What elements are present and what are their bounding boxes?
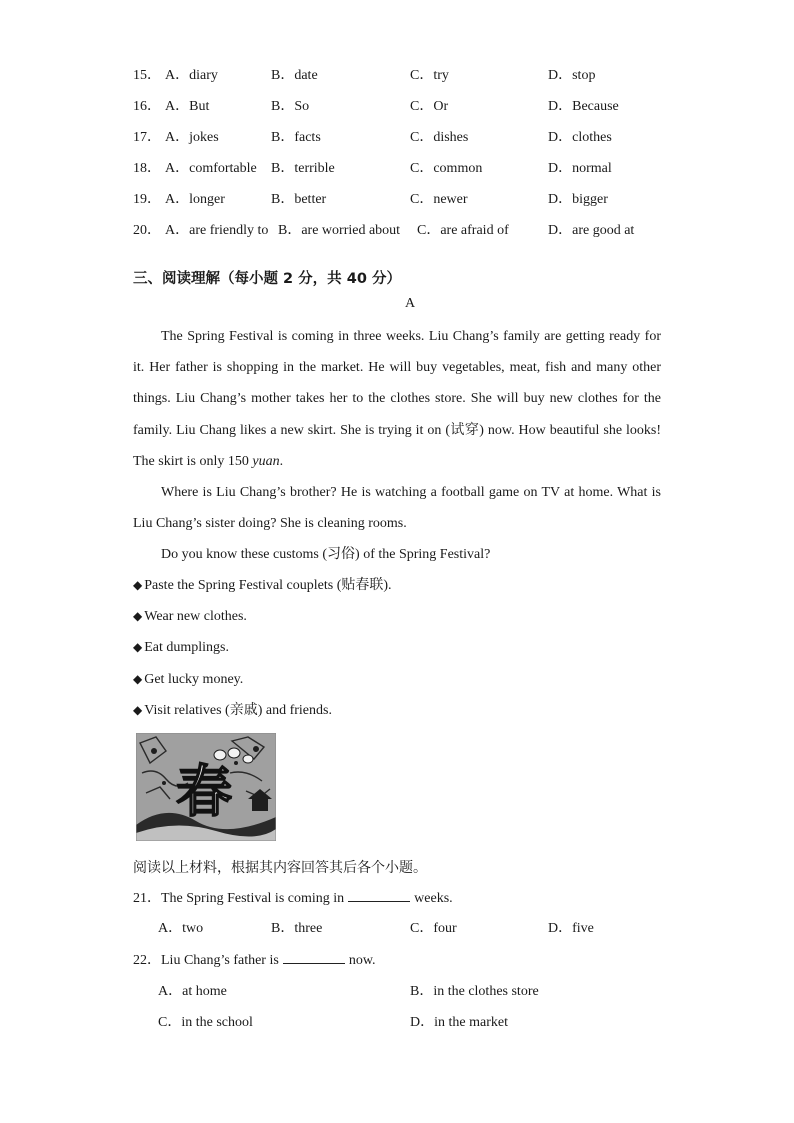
paragraph-end: .	[279, 453, 284, 469]
option-b: B．terrible	[271, 161, 335, 176]
diamond-bullet-icon: ◆	[133, 640, 143, 654]
q21-option-b[interactable]: B．three	[271, 921, 323, 936]
custom-list-item	[133, 637, 229, 658]
question-16	[133, 97, 693, 117]
option-d: D．Because	[548, 99, 619, 114]
option-c: C．dishes	[410, 130, 469, 145]
custom-list-item	[133, 669, 243, 690]
custom-list-item	[133, 575, 392, 596]
question-22-stem	[133, 950, 376, 971]
custom-text: Paste the Spring Festival couplets (贴春联).	[144, 578, 392, 593]
question-17	[133, 128, 693, 148]
answer-blank[interactable]	[348, 888, 410, 902]
option-b: B．So	[271, 99, 310, 114]
q22-option-b[interactable]: B．in the clothes store	[410, 984, 539, 999]
spring-festival-picture	[136, 733, 276, 841]
question-21-stem	[133, 888, 453, 909]
answer-blank[interactable]	[283, 950, 345, 964]
option-b: B．are worried about	[278, 223, 401, 238]
option-a: A．But	[165, 99, 210, 114]
question-19	[133, 190, 693, 210]
q22-option-d[interactable]: D．in the market	[410, 1015, 508, 1030]
spring-character: 春	[176, 759, 232, 825]
option-b: B．better	[271, 192, 327, 207]
custom-text: Eat dumplings.	[144, 640, 230, 655]
q22-option-a[interactable]: A．at home	[158, 984, 227, 999]
question-number: 16．	[133, 99, 161, 114]
option-d: D．stop	[548, 68, 596, 83]
option-d: D．clothes	[548, 130, 612, 145]
custom-list-item	[133, 700, 332, 721]
option-d: D．bigger	[548, 192, 608, 207]
option-b: B．facts	[271, 130, 321, 145]
question-number: 22．	[133, 953, 161, 968]
custom-list-item	[133, 606, 247, 627]
option-c: C．are afraid of	[417, 223, 509, 238]
question-number: 18．	[133, 161, 161, 176]
diamond-bullet-icon: ◆	[133, 703, 143, 717]
passage-paragraph-1	[133, 321, 661, 477]
question-15	[133, 66, 693, 86]
q22-option-c[interactable]: C．in the school	[158, 1015, 253, 1030]
option-c: C．Or	[410, 99, 449, 114]
option-d: D．are good at	[548, 223, 635, 238]
option-a: A．longer	[165, 192, 225, 207]
question-number: 15．	[133, 68, 161, 83]
option-c: C．newer	[410, 192, 468, 207]
stem-text: now.	[348, 953, 376, 968]
option-a: A．comfortable	[165, 161, 257, 176]
option-c: C．common	[410, 161, 483, 176]
paragraph-text: The Spring Festival is coming in three weeks. Liu Chang’s family are getting ready for it. Her father is shopping in the market. He will buy vegetables, meat, fish and many other things. Liu Chang’s mother takes her to the clothes store. She will buy new clothes for the family. Liu Chang likes a new skirt. She is trying it on (试穿) now. How beautiful she looks! The skirt is only 150	[133, 329, 661, 469]
section-title: 三、阅读理解（每小题 2 分，共 40 分）	[133, 271, 401, 287]
instruction-text: 阅读以上材料，根据其内容回答其后各个小题。	[133, 860, 427, 876]
question-number: 19．	[133, 192, 161, 207]
option-c: C．try	[410, 68, 449, 83]
passage-paragraph-2	[133, 477, 661, 539]
option-a: A．diary	[165, 68, 218, 83]
q21-option-c[interactable]: C．four	[410, 921, 457, 936]
paragraph-text: Do you know these customs (习俗) of the Spring Festival?	[161, 547, 491, 562]
diamond-bullet-icon: ◆	[133, 672, 143, 686]
question-number: 17．	[133, 130, 161, 145]
passage-letter: A	[405, 296, 416, 311]
stem-text: Liu Chang’s father is	[161, 953, 279, 968]
question-number: 20．	[133, 223, 161, 238]
question-20	[133, 221, 693, 241]
paragraph-text: Where is Liu Chang’s brother? He is watching a football game on TV at home. What is Liu Chang’s sister doing? She is cleaning rooms.	[133, 485, 661, 532]
option-a: A．jokes	[165, 130, 219, 145]
diamond-bullet-icon: ◆	[133, 609, 143, 623]
q21-option-a[interactable]: A．two	[158, 921, 204, 936]
custom-text: Visit relatives (亲戚) and friends.	[144, 703, 332, 718]
stem-text: weeks.	[414, 891, 453, 906]
stem-text: The Spring Festival is coming in	[161, 891, 345, 906]
custom-text: Get lucky money.	[144, 672, 244, 687]
diamond-bullet-icon: ◆	[133, 578, 143, 592]
option-b: B．date	[271, 68, 318, 83]
q21-option-d[interactable]: D．five	[548, 921, 594, 936]
passage-paragraph-3	[133, 539, 661, 570]
custom-text: Wear new clothes.	[144, 609, 247, 624]
spring-festival-woodcut-icon	[136, 733, 276, 841]
currency-word: yuan	[252, 453, 280, 469]
question-18	[133, 159, 693, 179]
option-a: A．are friendly to	[165, 223, 269, 238]
question-number: 21．	[133, 891, 161, 906]
option-d: D．normal	[548, 161, 612, 176]
